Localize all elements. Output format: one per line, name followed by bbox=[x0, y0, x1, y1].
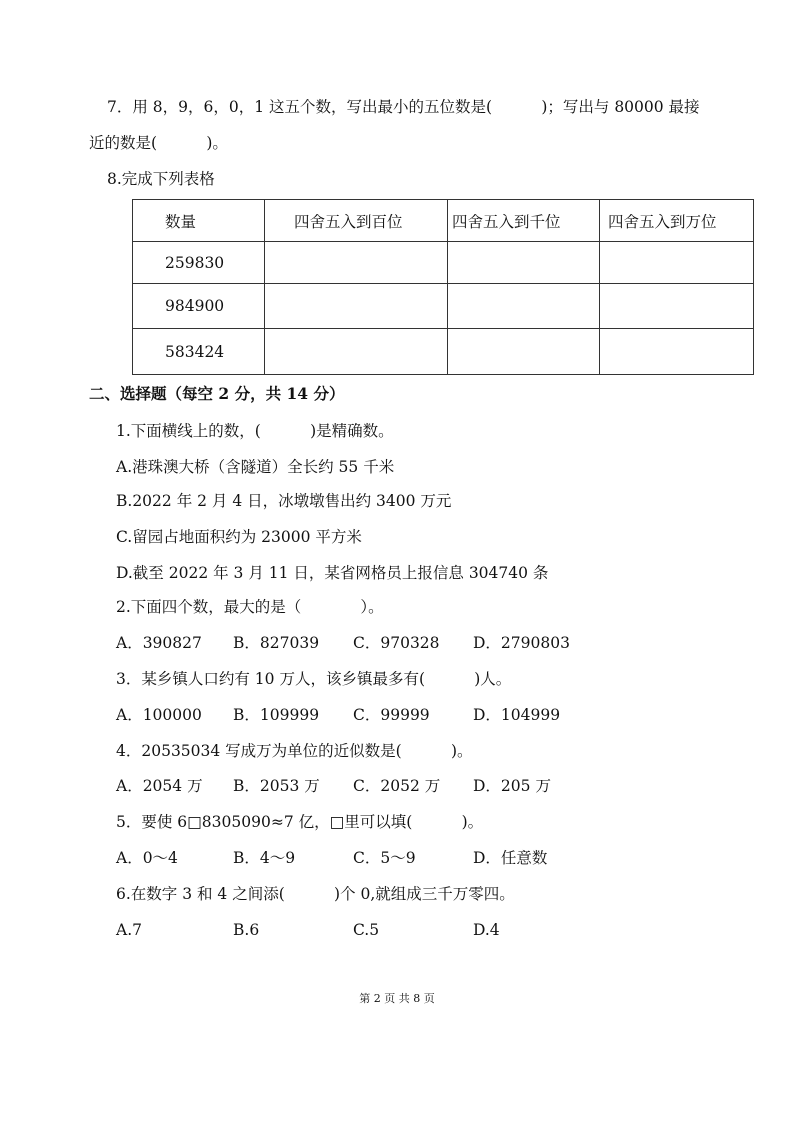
header-thousands: 四舍五入到千位 bbox=[448, 200, 600, 242]
row-quantity: 259830 bbox=[133, 242, 265, 284]
answer-cell[interactable] bbox=[265, 284, 448, 329]
answer-cell[interactable] bbox=[600, 329, 754, 375]
mc-q4-option-b: B．2053 万 bbox=[233, 777, 320, 795]
mc-q5-option-c: C．5～9 bbox=[353, 849, 416, 867]
q8-title: 8.完成下列表格 bbox=[107, 170, 215, 188]
rounding-table bbox=[132, 199, 754, 375]
answer-cell[interactable] bbox=[448, 242, 600, 284]
mc-q2-option-d: D．2790803 bbox=[473, 634, 570, 652]
answer-cell[interactable] bbox=[600, 284, 754, 329]
mc-q4-option-c: C．2052 万 bbox=[353, 777, 441, 795]
header-quantity: 数量 bbox=[133, 200, 265, 242]
mc-q3-option-b: B．109999 bbox=[233, 706, 320, 724]
row-quantity: 984900 bbox=[133, 284, 265, 329]
answer-cell[interactable] bbox=[448, 329, 600, 375]
mc-q6-option-d: D.4 bbox=[473, 921, 500, 939]
mc-q6-stem: 6.在数字 3 和 4 之间添( )个 0,就组成三千万零四。 bbox=[116, 885, 515, 903]
header-ten-thousands: 四舍五入到万位 bbox=[600, 200, 754, 242]
mc-q1-stem: 1.下面横线上的数，( )是精确数。 bbox=[116, 422, 394, 440]
table-row bbox=[133, 329, 754, 375]
mc-q1-option-b: B.2022 年 2 月 4 日，冰墩墩售出约 3400 万元 bbox=[116, 492, 452, 510]
mc-q1-option-a: A.港珠澳大桥（含隧道）全长约 55 千米 bbox=[116, 458, 395, 476]
mc-q1-option-c: C.留园占地面积约为 23000 平方米 bbox=[116, 528, 362, 546]
mc-q1-option-d: D.截至 2022 年 3 月 11 日，某省网格员上报信息 304740 条 bbox=[116, 564, 549, 582]
mc-q4-stem: 4．20535034 写成万为单位的近似数是( )。 bbox=[116, 742, 473, 760]
mc-q4-option-a: A．2054 万 bbox=[116, 777, 203, 795]
mc-q6-option-a: A.7 bbox=[116, 921, 142, 939]
mc-q3-option-d: D．104999 bbox=[473, 706, 561, 724]
answer-cell[interactable] bbox=[448, 284, 600, 329]
header-hundreds: 四舍五入到百位 bbox=[265, 200, 448, 242]
table-row bbox=[133, 242, 754, 284]
q7-line-1: 7．用 8，9，6，0，1 这五个数，写出最小的五位数是( )；写出与 80000 最接 bbox=[107, 98, 700, 116]
answer-cell[interactable] bbox=[600, 242, 754, 284]
row-quantity: 583424 bbox=[133, 329, 265, 375]
mc-q2-stem: 2.下面四个数，最大的是（ ）。 bbox=[116, 598, 384, 616]
answer-cell[interactable] bbox=[265, 242, 448, 284]
q7-line-2: 近的数是( )。 bbox=[89, 134, 228, 152]
mc-q5-option-b: B．4～9 bbox=[233, 849, 296, 867]
mc-q6-option-b: B.6 bbox=[233, 921, 260, 939]
mc-q5-option-d: D．任意数 bbox=[473, 849, 548, 867]
mc-q4-option-d: D．205 万 bbox=[473, 777, 551, 795]
mc-q5-stem: 5．要使 6□8305090≈7 亿，□里可以填( )。 bbox=[116, 813, 484, 831]
mc-q3-option-c: C．99999 bbox=[353, 706, 430, 724]
page-footer: 第 2 页 共 8 页 bbox=[359, 992, 435, 1005]
mc-q3-stem: 3．某乡镇人口约有 10 万人，该乡镇最多有( )人。 bbox=[116, 670, 512, 688]
mc-q3-option-a: A．100000 bbox=[116, 706, 202, 724]
mc-q5-option-a: A．0～4 bbox=[116, 849, 178, 867]
section-2-heading: 二、选择题（每空 2 分，共 14 分） bbox=[89, 384, 345, 403]
table-row bbox=[133, 284, 754, 329]
mc-q2-option-c: C．970328 bbox=[353, 634, 440, 652]
table-header-row bbox=[133, 200, 754, 242]
mc-q2-option-b: B．827039 bbox=[233, 634, 320, 652]
mc-q2-option-a: A．390827 bbox=[116, 634, 202, 652]
answer-cell[interactable] bbox=[265, 329, 448, 375]
mc-q6-option-c: C.5 bbox=[353, 921, 380, 939]
